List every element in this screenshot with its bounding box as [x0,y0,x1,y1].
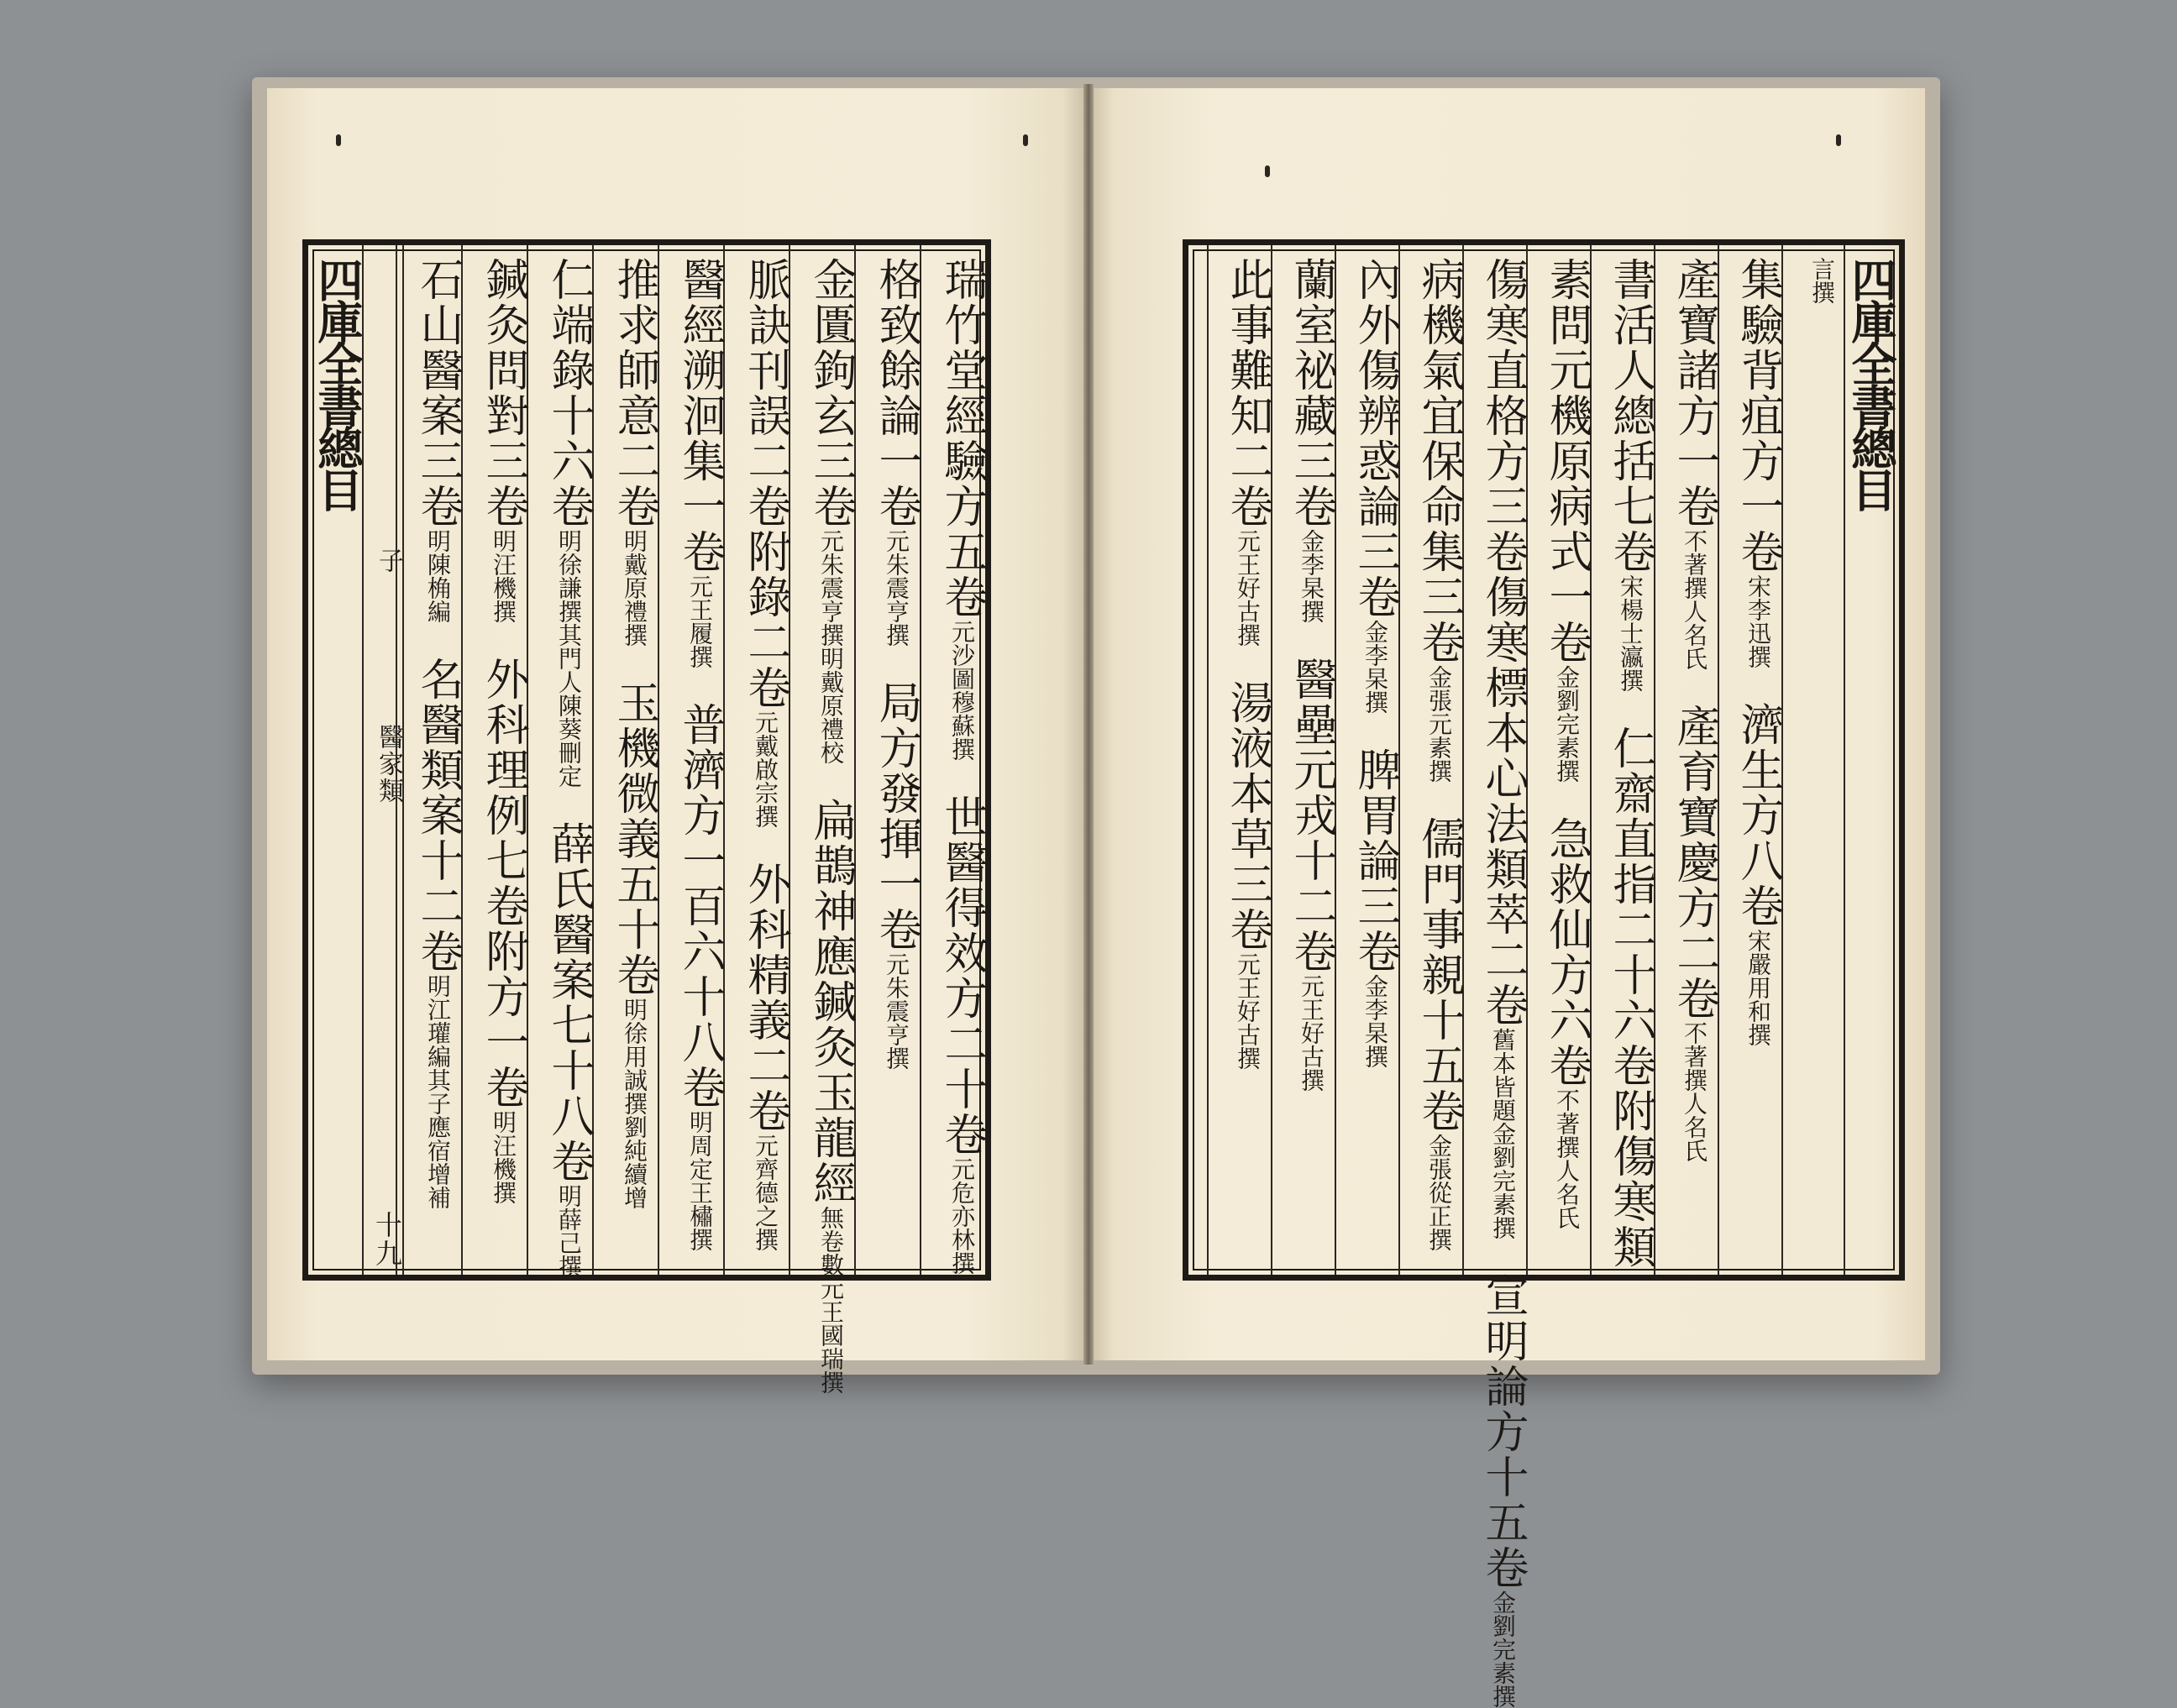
running-title: 四庫全書總目 [311,257,365,509]
running-title: 四庫全書總目 [1844,257,1898,509]
entry-title: 石山醫案三卷 [412,257,463,529]
left-text-frame [302,239,991,1394]
entry-annotation: 金張元素撰 [1425,665,1453,783]
entry-annotation: 不著撰人名氏 [1681,529,1708,670]
catalog-column [1398,245,1464,1275]
entry-title: 仁端錄十六卷 [543,257,594,529]
catalog-column [1590,245,1655,1275]
entry-annotation: 金劉完素撰 [1489,1590,1517,1708]
entry-title: 局方發揮一卷 [871,680,921,952]
folio-label: 子 [374,548,403,574]
entry-title: 急救仙方六卷 [1541,816,1592,1088]
entry-title: 格致餘論一卷 [871,257,921,529]
catalog-column [527,245,594,1278]
entry-annotation: 言撰 [1808,257,1836,304]
entry-title: 此事難知二卷 [1222,257,1272,529]
catalog-column [920,245,987,1275]
catalog-column [461,245,528,1275]
catalog-column [789,245,856,1394]
entry-title: 內外傷辨惑論三卷 [1350,257,1400,620]
catalog-column [1526,245,1592,1275]
entry-title: 扁鵲神應鍼灸玉龍經 [805,798,856,1206]
entry-annotation: 無卷數元王國瑞撰 [817,1206,845,1394]
entry-title: 薛氏醫案七十八卷 [543,821,594,1184]
page-number: 十九 [371,1211,403,1268]
entry-title: 儒門事親十五卷 [1414,816,1464,1134]
entry-title: 仁齋直指二十六卷附傷寒類 [1605,726,1655,1270]
entry-title: 病機氣宜保命集三卷 [1414,257,1464,665]
entry-annotation: 明陳桷編 [424,529,452,623]
entry-annotation: 元危亦林撰 [948,1157,976,1275]
catalog-column [1654,245,1719,1275]
entry-title: 醫壘元戎十二卷 [1286,657,1336,974]
entry-annotation: 元王履撰 [686,574,714,668]
catalog-column [854,245,921,1275]
ink-speck [336,134,341,146]
entry-title: 蘭室祕藏三卷 [1286,257,1336,529]
entry-title: 集驗背疽方一卷 [1733,257,1783,574]
entry-annotation: 明周定王橚撰 [686,1110,714,1251]
entry-annotation: 金張從正撰 [1425,1134,1453,1251]
entry-annotation: 舊本皆題金劉完素撰 [1489,1028,1517,1239]
entry-annotation: 元王好古撰 [1234,952,1262,1070]
entry-annotation: 元沙圖穆蘇撰 [948,620,976,761]
catalog-column [396,245,463,1275]
ink-speck [1836,134,1841,146]
ink-speck [1265,165,1270,177]
entry-annotation: 明徐謙撰其門人陳葵刪定 [555,529,583,788]
entry-annotation: 明徐用誠撰劉純續增 [621,998,648,1209]
column-rule [1844,245,1845,1275]
entry-annotation: 明汪機撰 [490,529,517,623]
entry-title: 湯液本草三卷 [1222,680,1272,952]
catalog-column [1207,245,1272,1275]
entry-title: 傷寒直格方三卷傷寒標本心法類萃二卷 [1477,257,1528,1028]
catalog-column [1271,245,1336,1275]
entry-annotation: 元齊德之撰 [752,1134,779,1251]
entry-title: 脾胃論三卷 [1350,747,1400,974]
entry-annotation: 元王好古撰 [1298,974,1325,1092]
entry-title: 玉機微義五十卷 [609,680,659,998]
entry-title: 書活人總括七卷 [1605,257,1655,574]
entry-title: 素問元機原病式一卷 [1541,257,1592,665]
entry-title: 產寶諸方一卷 [1669,257,1719,529]
catalog-column [592,245,659,1275]
entry-annotation: 明汪機撰 [490,1110,517,1204]
book-gutter [1083,84,1094,1365]
entry-annotation: 元王好古撰 [1234,529,1262,647]
entry-annotation: 明戴原禮撰 [621,529,648,647]
catalog-column [1781,245,1844,1275]
entry-title: 世醫得效方二十卷 [936,794,987,1157]
entry-title: 推求師意二卷 [609,257,659,529]
entry-annotation: 不著撰人名氏 [1681,1021,1708,1162]
catalog-column [1335,245,1400,1275]
entry-title: 脈訣刊誤二卷附錄二卷 [740,257,790,710]
entry-annotation: 金李杲撰 [1361,620,1389,714]
entry-title: 醫經溯洄集一卷 [674,257,725,574]
catalog-column [658,245,725,1275]
entry-title: 濟生方八卷 [1733,702,1783,929]
entry-annotation: 宋嚴用和撰 [1744,929,1772,1046]
entry-annotation: 明江瓘編其子應宿增補 [424,974,452,1209]
entry-title: 瑞竹堂經驗方五卷 [936,257,987,620]
entry-title: 宣明論方十五卷 [1477,1273,1528,1590]
catalog-column [1718,245,1783,1275]
entry-title: 外科精義二卷 [740,862,790,1134]
entry-title: 外科理例七卷附方一卷 [478,657,528,1110]
right-text-frame [1183,239,1905,1708]
entry-annotation: 明薛己撰 [555,1184,583,1278]
entry-annotation: 元朱震亨撰 [883,952,910,1070]
entry-annotation: 元戴啟宗撰 [752,710,779,828]
entry-title: 產育寶慶方二卷 [1669,704,1719,1021]
entry-annotation: 金李杲撰 [1361,974,1389,1068]
entry-annotation: 金李杲撰 [1298,529,1325,623]
column-rule [362,245,364,1275]
catalog-column [1462,245,1528,1708]
entry-annotation: 金劉完素撰 [1553,665,1581,783]
entry-annotation: 元朱震亨撰 [883,529,910,647]
entry-annotation: 宋楊士瀛撰 [1617,574,1645,692]
ink-speck [1023,134,1028,146]
entry-annotation: 不著撰人名氏 [1553,1088,1581,1229]
entry-title: 金匱鉤玄三卷 [805,257,856,529]
entry-annotation: 宋李迅撰 [1744,574,1772,668]
catalog-column [723,245,790,1275]
entry-title: 名醫類案十二卷 [412,657,463,974]
entry-annotation: 元朱震亨撰明戴原禮校 [817,529,845,764]
entry-title: 普濟方一百六十八卷 [674,702,725,1110]
entry-title: 鍼灸問對三卷 [478,257,528,529]
section-label: 醫家類 [374,724,403,804]
